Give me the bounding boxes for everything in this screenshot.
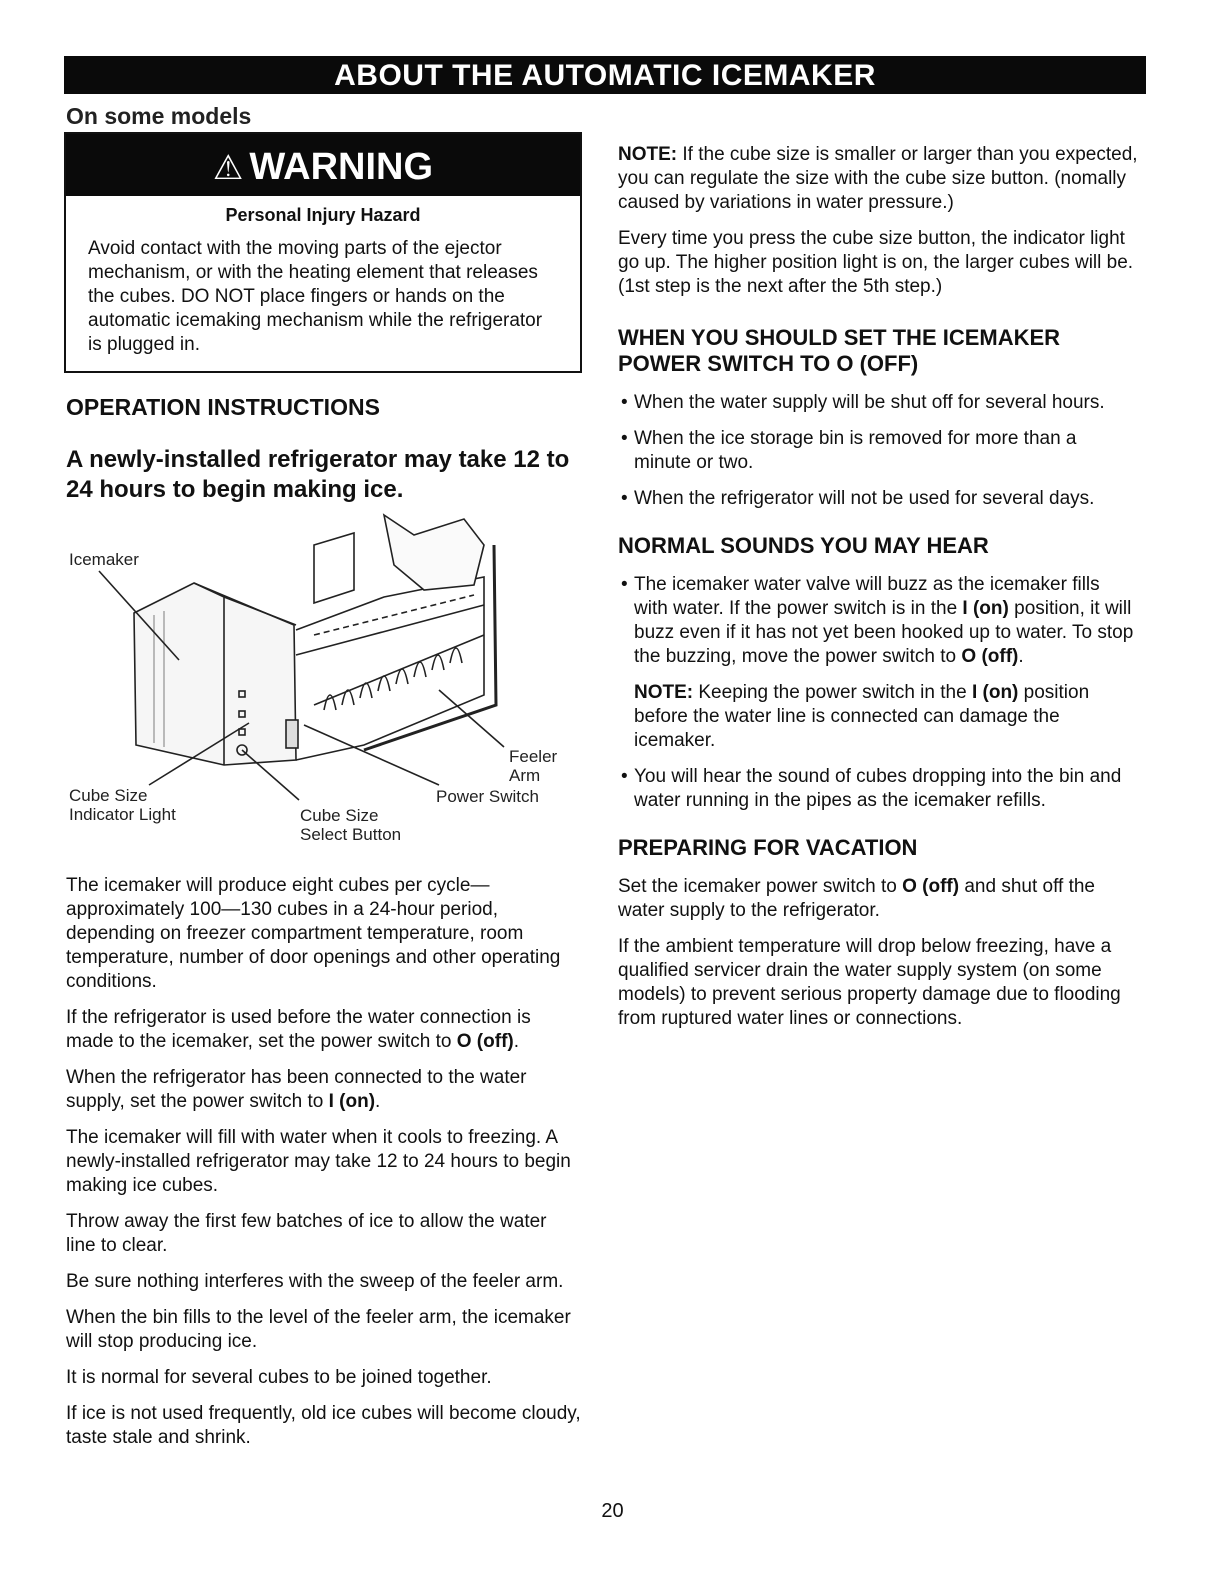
left-headings xyxy=(66,394,586,505)
page-banner: ABOUT THE AUTOMATIC ICEMAKER xyxy=(64,56,1146,94)
left-paragraph: When the bin fills to the level of the feeler arm, the icemaker will stop producing ice. xyxy=(66,1307,571,1352)
label-cube-size-select xyxy=(300,806,401,844)
left-paragraph: Be sure nothing interferes with the sweep of the feeler arm. xyxy=(66,1271,564,1292)
label-cube-size-indicator-line2: Indicator Light xyxy=(69,805,176,824)
warning-triangle-icon: ⚠ xyxy=(212,149,244,187)
warning-box xyxy=(64,132,582,373)
operation-heading: OPERATION INSTRUCTIONS xyxy=(66,394,380,420)
label-cube-size-select-line2: Select Button xyxy=(300,825,402,844)
left-paragraph: The icemaker will fill with water when it cools to freezing. A newly-installed refrigerator may take 12 to 24 hours to begin making ice cubes. xyxy=(66,1127,571,1196)
page-number: 20 xyxy=(601,1500,624,1522)
label-feeler-arm: Feeler Arm xyxy=(509,747,558,785)
warning-text: Avoid contact with the moving parts of the ejector mechanism, or with the heating element that releases the cubes. DO NOT place fingers or hands on the automatic icemaking mechanism while the refrigerator is plugged in. xyxy=(88,238,543,355)
warning-title: WARNING xyxy=(249,146,434,188)
label-power-switch: Power Switch xyxy=(436,787,539,806)
heading-vacation: PREPARING FOR VACATION xyxy=(618,835,918,860)
off-item: • When the refrigerator will not be used for several days. xyxy=(621,488,1095,509)
warning-subtitle: Personal Injury Hazard xyxy=(225,205,421,225)
label-cube-size-indicator xyxy=(69,786,176,824)
left-paragraph: The icemaker will produce eight cubes per cycle— approximately 100—130 cubes in a 24-hour period, depending on freezer compartment temperature, room temperature, number of door openings and other operating conditions. xyxy=(66,875,561,992)
left-paragraph: Throw away the first few batches of ice to allow the water line to clear. xyxy=(66,1211,547,1256)
sound-item: • You will hear the sound of cubes dropping into the bin and water running in the pipes as the icemaker refills. xyxy=(621,766,1122,811)
left-body xyxy=(66,874,581,1462)
note-cube-size: NOTE: If the cube size is smaller or larger than you expected, you can regulate the size with the cube size button. (nomally caused by variations in water pressure.) xyxy=(618,144,1138,213)
operation-subheading: A newly-installed refrigerator may take 12 to 24 hours to begin making ice. xyxy=(66,446,570,503)
off-item: • When the water supply will be shut off for several hours. xyxy=(621,392,1105,413)
icemaker-diagram xyxy=(64,505,584,855)
label-cube-size-indicator-line1: Cube Size xyxy=(69,786,148,805)
sound-item: • The icemaker water valve will buzz as the icemaker fills with water. If the power switch is in the I (on) position, it will buzz even if it has not yet been hooked up to water. To stop the buzzing, move the power switch to O (off). xyxy=(621,574,1134,667)
left-paragraph: If the refrigerator is used before the water connection is made to the icemaker, set the power switch to O (off). xyxy=(66,1007,531,1052)
models-subhead: On some models xyxy=(66,103,252,129)
heading-power-off: WHEN YOU SHOULD SET THE ICEMAKER POWER SWITCH TO O (OFF) xyxy=(618,325,1061,376)
note-power-switch: NOTE: Keeping the power switch in the I (on) position before the water line is connected can damage the icemaker. xyxy=(634,682,1090,751)
vacation-paragraph: If the ambient temperature will drop below freezing, have a qualified servicer drain the water supply system (on some models) to prevent serious property damage due to flooding from ruptured water lines or connections. xyxy=(618,936,1121,1029)
label-cube-size-select-line1: Cube Size xyxy=(300,806,379,825)
off-item: • When the ice storage bin is removed for more than a minute or two. xyxy=(621,428,1077,473)
left-paragraph: When the refrigerator has been connected to the water supply, set the power switch to I (on). xyxy=(66,1067,527,1112)
vacation-paragraph: Set the icemaker power switch to O (off) and shut off the water supply to the refrigerator. xyxy=(618,876,1095,921)
left-paragraph: If ice is not used frequently, old ice cubes will become cloudy, taste stale and shrink. xyxy=(66,1403,581,1448)
heading-normal-sounds: NORMAL SOUNDS YOU MAY HEAR xyxy=(618,533,989,558)
label-icemaker: Icemaker xyxy=(69,550,139,569)
left-paragraph: It is normal for several cubes to be joined together. xyxy=(66,1367,492,1388)
warning-header xyxy=(66,134,580,196)
indicator-paragraph: Every time you press the cube size button, the indicator light go up. The higher position light is on, the larger cubes will be. (1st step is the next after the 5th step.) xyxy=(618,228,1134,297)
right-column xyxy=(618,143,1138,1043)
